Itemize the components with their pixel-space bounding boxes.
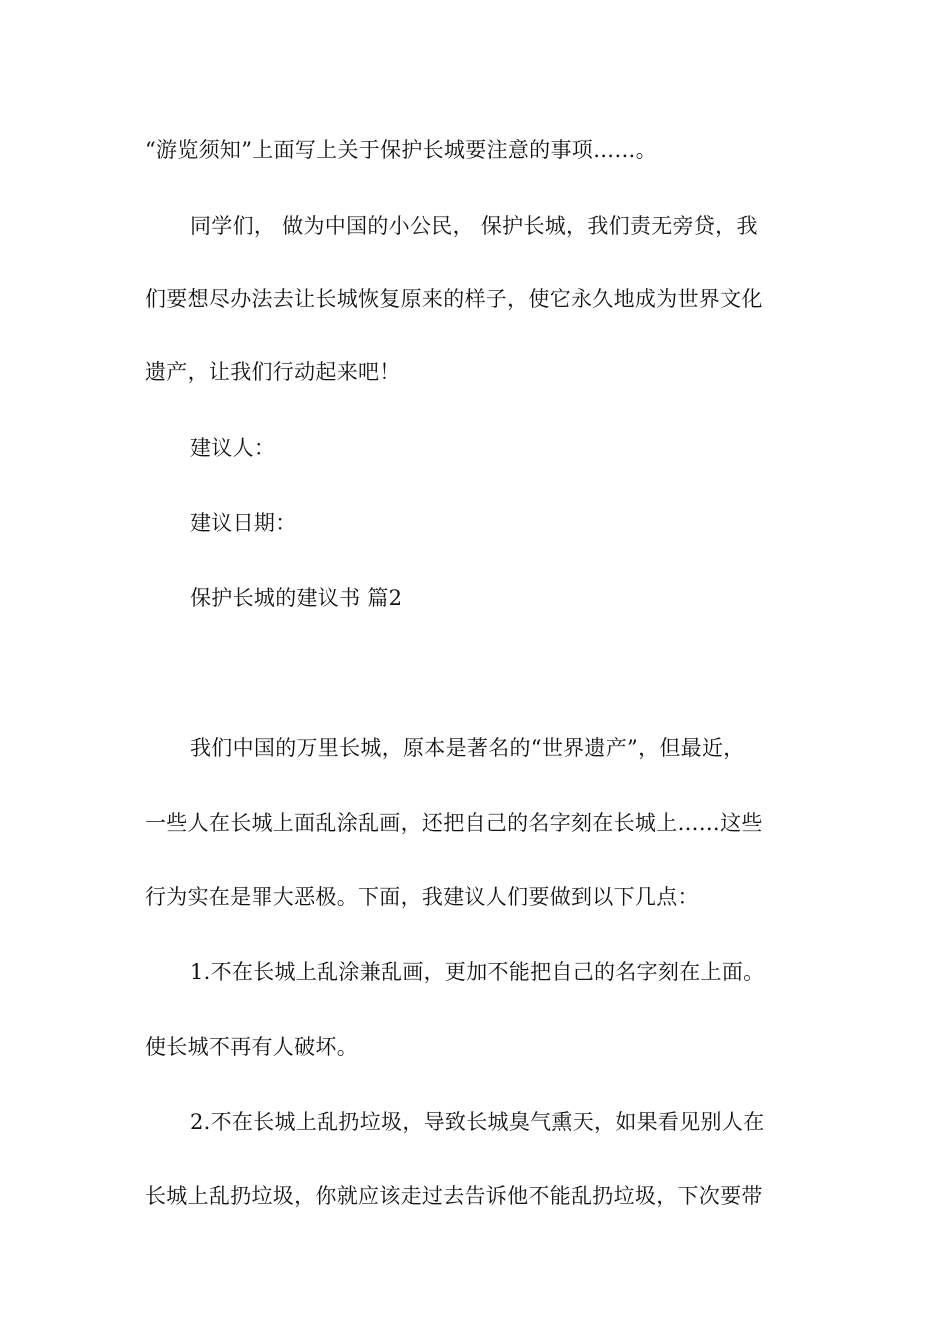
paragraph-line-2: 同学们， 做为中国的小公民， 保护长城，我们责无旁贷，我 bbox=[190, 214, 758, 238]
proposal-date-label: 建议日期： bbox=[190, 511, 297, 535]
paragraph-line-3: 们要想尽办法去让长城恢复原来的样子，使它永久地成为世界文化 bbox=[145, 287, 763, 311]
paragraph-line-4: 遗产，让我们行动起来吧！ bbox=[145, 360, 401, 384]
list-item-2-line-2: 长城上乱扔垃圾，你就应该走过去告诉他不能乱扔垃圾，下次要带 bbox=[145, 1184, 763, 1208]
list-item-1-line-2: 使长城不再有人破坏。 bbox=[145, 1035, 358, 1059]
section-heading: 保护长城的建议书 篇2 bbox=[190, 586, 403, 610]
paragraph-line-7: 行为实在是罪大恶极。下面，我建议人们要做到以下几点： bbox=[145, 885, 699, 909]
paragraph-line-1: “游览须知”上面写上关于保护长城要注意的事项……。 bbox=[145, 138, 657, 162]
list-item-2-line-1: 2.不在长城上乱扔垃圾，导致长城臭气熏天，如果看见别人在 bbox=[190, 1110, 765, 1134]
paragraph-line-6: 一些人在长城上面乱涂乱画，还把自己的名字刻在长城上……这些 bbox=[145, 811, 763, 835]
paragraph-line-5: 我们中国的万里长城，原本是著名的“世界遗产”，但最近， bbox=[190, 736, 745, 760]
proposer-label: 建议人： bbox=[190, 436, 276, 460]
list-item-1-line-1: 1.不在长城上乱涂兼乱画，更加不能把自己的名字刻在上面。 bbox=[190, 960, 765, 984]
